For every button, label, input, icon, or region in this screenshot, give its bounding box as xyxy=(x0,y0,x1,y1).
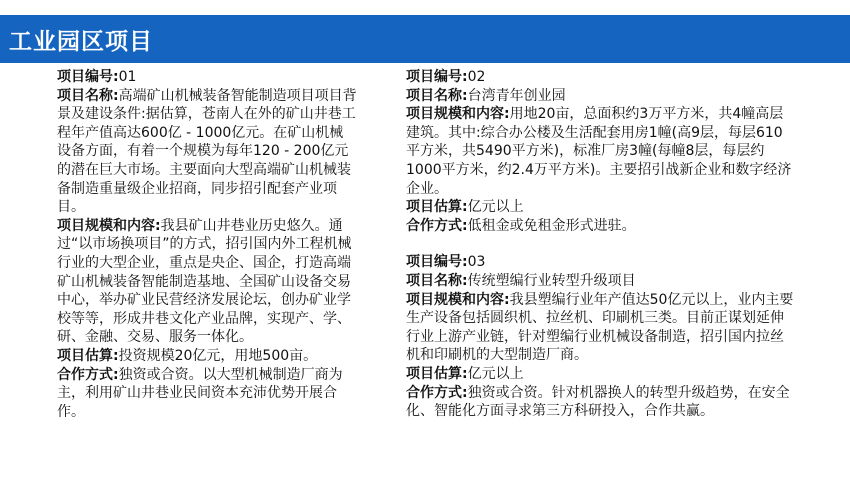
project-scope: 项目规模和内容:我县塑编行业年产值达50亿元以上，业内主要生产设备包括圆织机、拉丝机、印刷机三类。目前正谋划延伸行业上游产业链，针对塑编行业机械设备制造，招引国内拉丝机和印刷机的大型制造厂商。 xyxy=(406,291,794,364)
project-cooperation: 合作方式:低租金或免租金形式进驻。 xyxy=(406,217,636,234)
project-number: 项目编号:02 xyxy=(406,69,486,85)
project-scope: 项目规模和内容:我县矿山井巷业历史悠久。通过“以市场换项目”的方式，招引国内外工程机械行业的大型企业，重点是央企、国企，打造高端矿山机械装备智能制造基地、全国矿山设备交易中心，举办矿业民营经济发展论坛，创办矿业学校等等，形成井巷文化产业品牌，实现产、学、研、金融、交易、服务一体化。 xyxy=(57,217,352,346)
right-column xyxy=(406,68,796,421)
project-estimate: 项目估算:投资规模20亿元，用地500亩。 xyxy=(57,347,318,364)
project-card-01 xyxy=(57,68,357,421)
project-estimate: 项目估算:亿元以上 xyxy=(406,365,524,382)
title-banner xyxy=(0,15,850,63)
project-number: 项目编号:01 xyxy=(57,69,137,85)
project-card-02 xyxy=(406,68,796,235)
project-name: 项目名称:传统塑编行业转型升级项目 xyxy=(406,272,636,289)
project-cooperation: 合作方式:独资或合资。以大型机械制造厂商为主，利用矿山井巷业民间资本充沛优势开展合作。 xyxy=(57,366,343,420)
left-column xyxy=(57,68,357,421)
project-scope: 项目规模和内容:用地20亩，总面积约3万平方米，共4幢高层建筑。其中:综合办公楼及生活配套用房1幢(高9层，每层610平方米，共5490平方米)，标准厂房3幢(每幢8层，每层约1000平方米，约2.4万平方米)。主要招引战新企业和数字经济企业。 xyxy=(406,106,792,197)
project-card-03 xyxy=(406,253,796,420)
project-name: 项目名称:台湾青年创业园 xyxy=(406,87,566,104)
project-name: 项目名称:高端矿山机械装备智能制造项目项目背景及建设条件:据估算，苍南人在外的矿山井巷工程年产值高达600亿 - 1000亿元。在矿山机械设备方面，有着一个规模为每年120 - 200亿元的潜在巨大市场。主要面向大型高端矿山机械装备制造重量级企业招商，同步招引配套产业项目。 xyxy=(57,87,357,216)
project-cooperation: 合作方式:独资或合资。针对机器换人的转型升级趋势，在安全化、智能化方面寻求第三方科研投入，合作共赢。 xyxy=(406,384,790,420)
project-estimate: 项目估算:亿元以上 xyxy=(406,199,524,216)
project-number: 项目编号:03 xyxy=(406,254,486,271)
page-title: 工业园区项目 xyxy=(9,28,153,55)
